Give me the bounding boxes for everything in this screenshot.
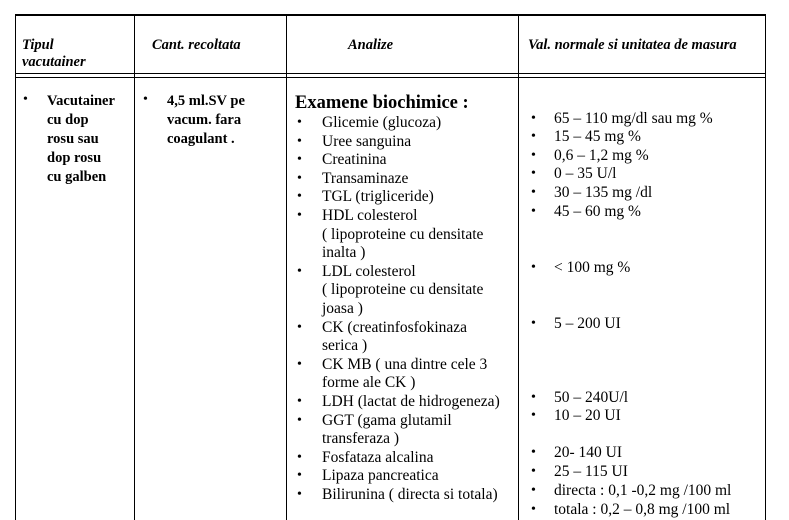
bullet-icon: • <box>297 152 302 168</box>
value-text: < 100 mg % <box>554 259 631 276</box>
amount-bullet: • <box>143 92 148 107</box>
column-divider-2 <box>286 14 287 520</box>
analysis-line: Creatinina <box>322 151 387 169</box>
bullet-icon: • <box>531 111 536 126</box>
analysis-line: LDH (lactat de hidrogeneza) <box>322 393 500 410</box>
analysis-line: Bilirunina ( directa si totala) <box>322 486 498 503</box>
header-bottom-border <box>15 73 766 74</box>
section-title: Examene biochimice : <box>295 93 469 113</box>
amount-line: vacum. fara <box>167 112 242 128</box>
bullet-icon: • <box>531 204 536 219</box>
amount-line: 4,5 ml.SV pe <box>167 93 245 109</box>
bullet-icon: • <box>297 449 302 465</box>
bullet-icon: • <box>297 115 302 130</box>
bullet-icon: • <box>531 390 536 405</box>
analysis-line: Glicemie (glucoza) <box>322 114 442 131</box>
bullet-icon: • <box>531 483 536 498</box>
value-text: 65 – 110 mg/dl sau mg % <box>554 110 713 127</box>
value-text: 5 – 200 UI <box>554 315 621 332</box>
column-divider-1 <box>134 14 135 520</box>
column-divider-3 <box>518 14 519 520</box>
tube-line: cu galben <box>47 169 107 185</box>
value-text: totala : 0,2 – 0,8 mg /100 ml <box>554 501 731 518</box>
bullet-icon: • <box>531 316 536 331</box>
bullet-icon: • <box>531 185 536 200</box>
tube-line: dop rosu <box>47 150 102 166</box>
analysis-line: Lipaza pancreatica <box>322 467 439 485</box>
bullet-icon: • <box>297 208 302 223</box>
tube-line: cu dop <box>47 112 89 128</box>
value-text: 10 – 20 UI <box>554 407 621 424</box>
tube-type-text <box>47 92 115 187</box>
bullet-icon: • <box>297 487 302 502</box>
value-text: 0,6 – 1,2 mg % <box>554 147 649 164</box>
analysis-line: ( lipoproteine cu densitate <box>322 225 484 243</box>
header-tube-type: Tipul vacutainer <box>22 37 86 70</box>
analysis-line: inalta ) <box>322 244 366 262</box>
tube-bullet: • <box>23 92 28 107</box>
table-right-border <box>765 14 766 520</box>
bullet-icon: • <box>531 464 536 479</box>
bullet-icon: • <box>531 408 536 423</box>
bullet-icon: • <box>297 133 302 149</box>
bullet-icon: • <box>297 394 302 409</box>
analysis-line: forme ale CK ) <box>322 374 416 392</box>
bullet-icon: • <box>297 263 302 279</box>
header-amount: Cant. recoltata <box>152 37 241 53</box>
bullet-icon: • <box>297 412 302 428</box>
value-text: 50 – 240U/l <box>554 389 629 406</box>
analysis-line: CK MB ( una dintre cele 3 <box>322 355 488 373</box>
value-text: 45 – 60 mg % <box>554 203 641 220</box>
tube-line: Vacutainer <box>47 93 115 109</box>
analysis-line: GGT (gama glutamil <box>322 411 452 429</box>
value-text: 25 – 115 UI <box>554 463 628 480</box>
bullet-icon: • <box>531 129 536 144</box>
analysis-line: transferaza ) <box>322 430 400 448</box>
amount-line: coagulant . <box>167 131 235 147</box>
analysis-line: joasa ) <box>322 299 363 317</box>
analysis-line: HDL colesterol <box>322 207 418 224</box>
table-left-border <box>15 14 16 520</box>
bullet-icon: • <box>531 148 536 163</box>
analysis-line: TGL (trigliceride) <box>322 188 434 206</box>
header-divider <box>15 77 766 78</box>
value-text: 20- 140 UI <box>554 444 623 461</box>
header-analyses: Analize <box>348 37 394 53</box>
analysis-line: LDL colesterol <box>322 262 416 280</box>
value-text: directa : 0,1 -0,2 mg /100 ml <box>554 482 732 499</box>
analysis-line: ( lipoproteine cu densitate <box>322 281 484 299</box>
analysis-line: Transaminaze <box>322 169 409 187</box>
bullet-icon: • <box>531 166 536 181</box>
bullet-icon: • <box>297 468 302 484</box>
bullet-icon: • <box>297 189 302 205</box>
analysis-line: CK (creatinfosfokinaza <box>322 318 468 336</box>
bullet-icon: • <box>297 319 302 335</box>
bullet-icon: • <box>297 356 302 372</box>
analysis-line: Fosfataza alcalina <box>322 448 434 466</box>
header-normal-values: Val. normale si unitatea de masura <box>528 37 737 53</box>
value-text: 0 – 35 U/l <box>554 165 617 182</box>
bullet-icon: • <box>531 445 536 460</box>
amount-text <box>167 92 245 149</box>
analysis-line: Uree sanguina <box>322 132 412 150</box>
value-text: 15 – 45 mg % <box>554 128 641 145</box>
analysis-line: serica ) <box>322 337 368 355</box>
bullet-icon: • <box>531 502 536 517</box>
value-text: 30 – 135 mg /dl <box>554 184 653 201</box>
tube-line: rosu sau <box>47 131 99 147</box>
bullet-icon: • <box>531 260 536 275</box>
table-top-border <box>15 14 766 16</box>
bullet-icon: • <box>297 170 302 186</box>
